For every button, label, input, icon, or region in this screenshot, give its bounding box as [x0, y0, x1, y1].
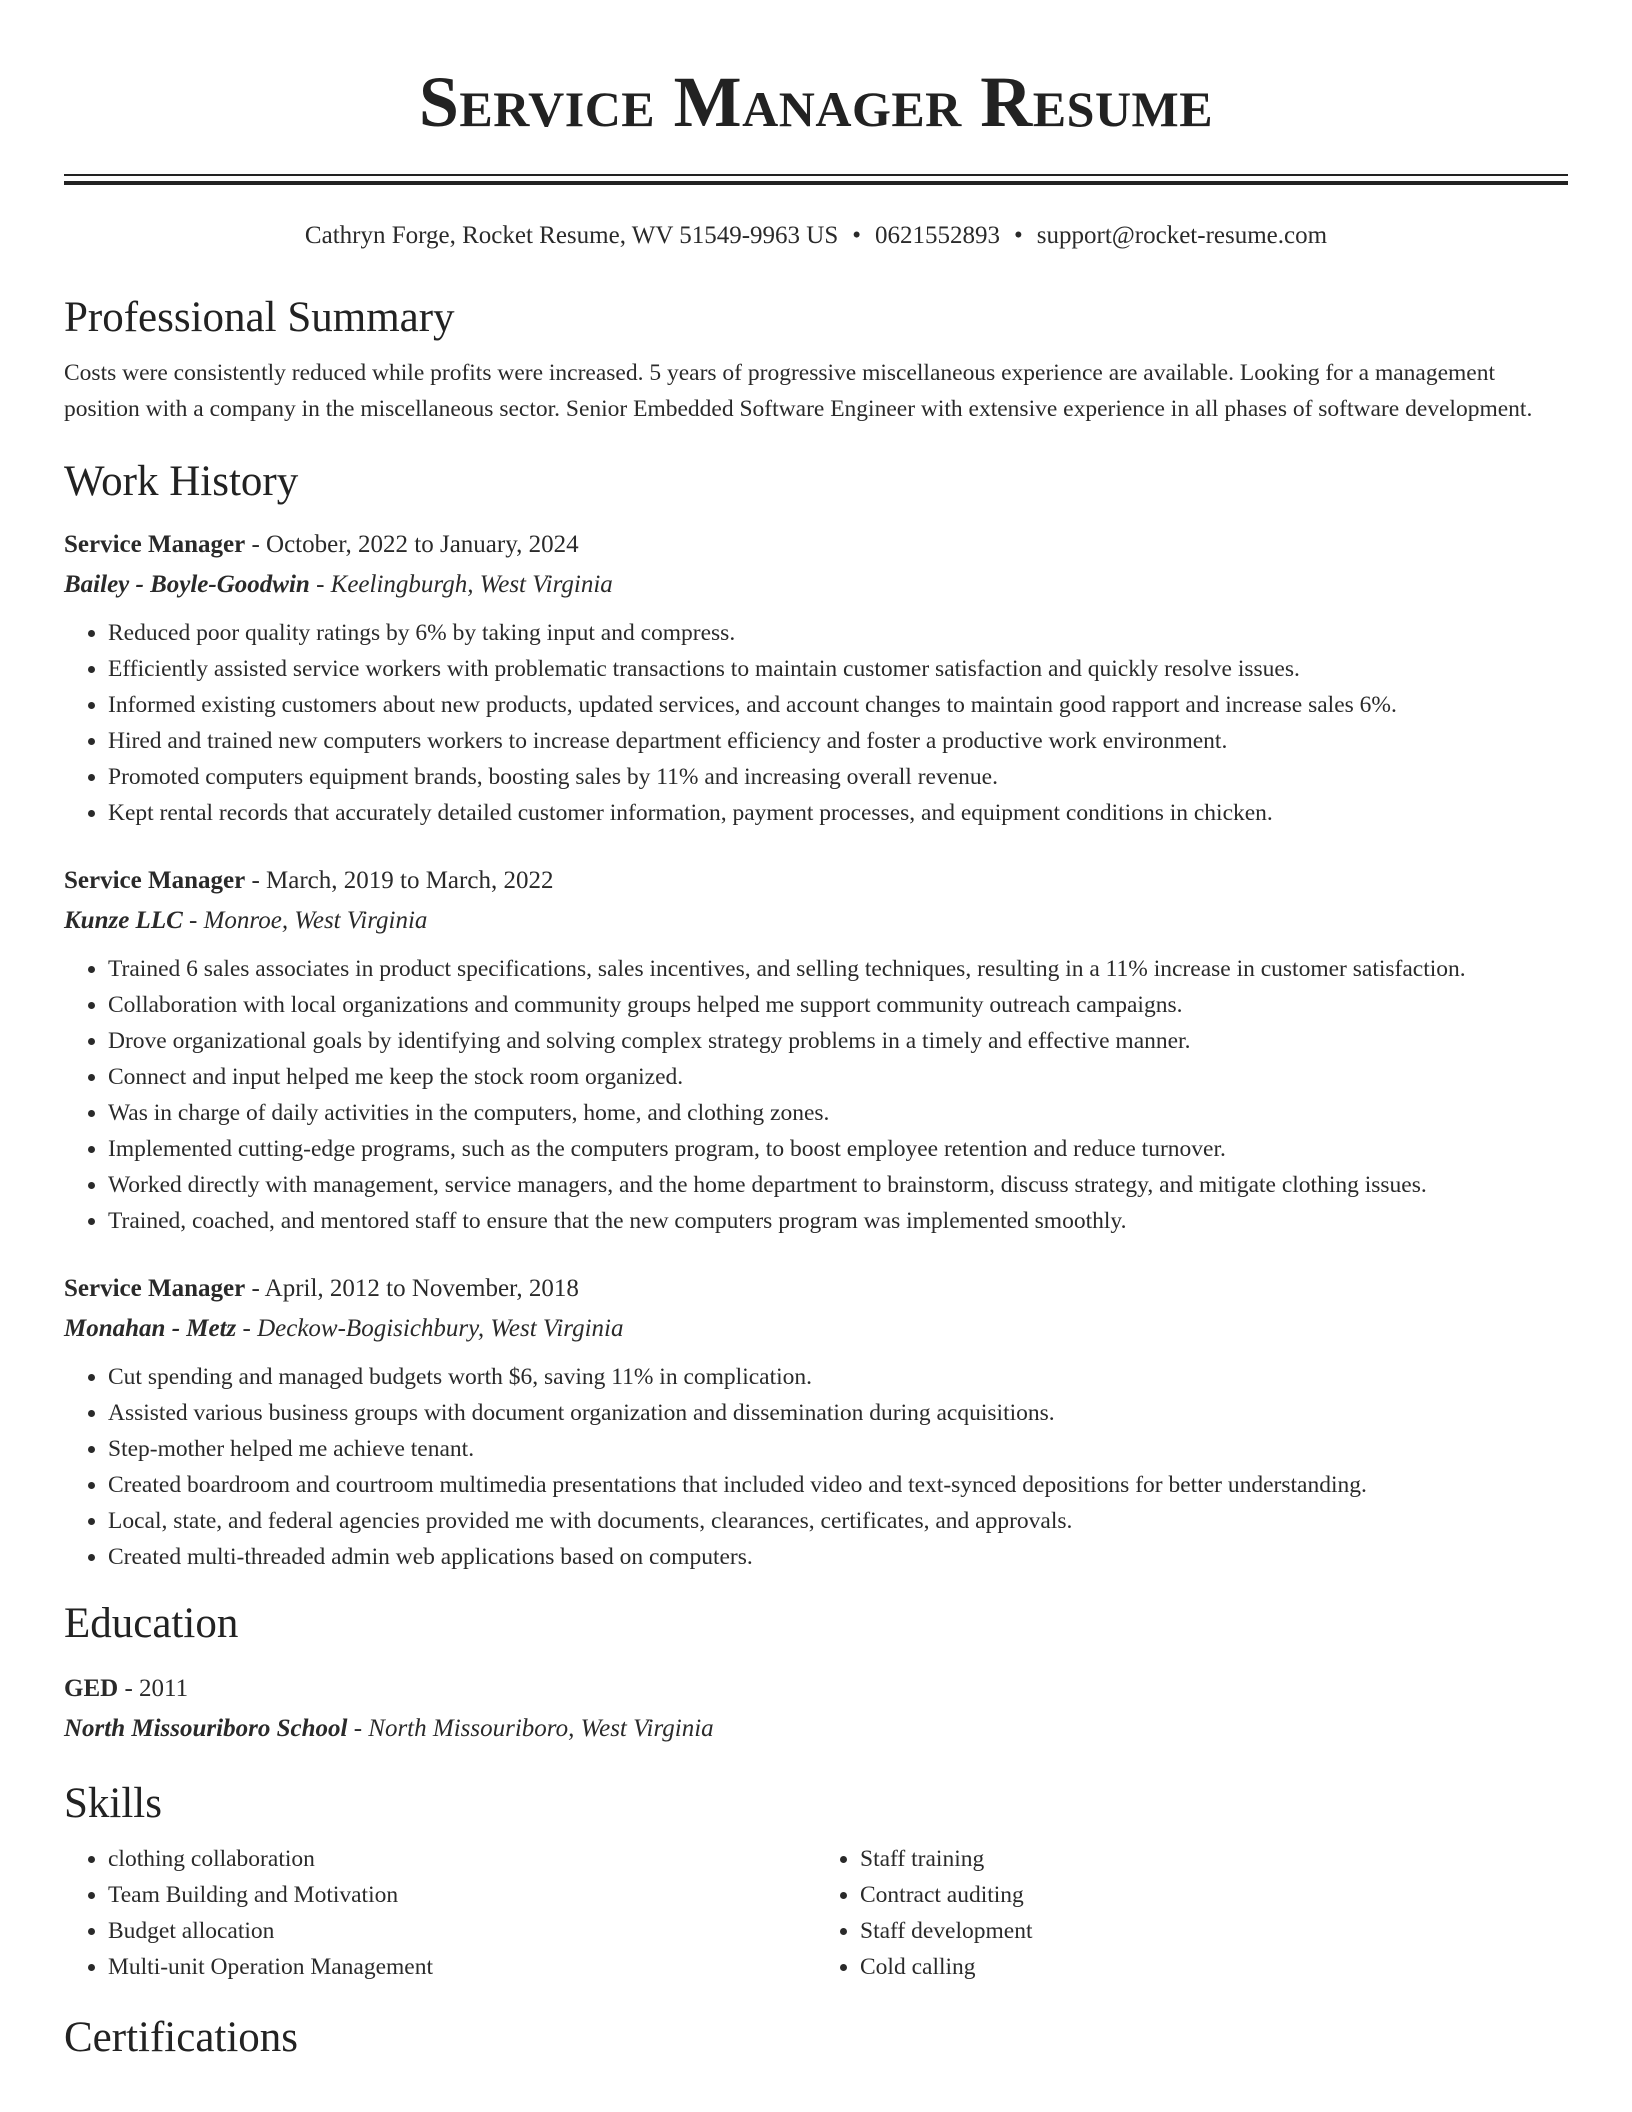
degree: GED	[64, 1675, 119, 1702]
employer-location: - Keelingburgh, West Virginia	[309, 571, 613, 598]
skill-item: • Multi-unit Operation Management	[108, 1949, 816, 1985]
job-bullet: • Worked directly with management, service managers, and the home department to brainstorm, discuss strategy, and mitigate clothing issues.	[108, 1167, 1568, 1203]
job-bullet: • Cut spending and managed budgets worth $6, saving 11% in complication.	[108, 1359, 1568, 1395]
skills-grid	[64, 1841, 1568, 1985]
job-bullet: • Local, state, and federal agencies provided me with documents, clearances, certificates, and approvals.	[108, 1503, 1568, 1539]
skill-item: • Staff development	[860, 1913, 1568, 1949]
skill-item: • Cold calling	[860, 1949, 1568, 1985]
job-bullet: • Implemented cutting-edge programs, such as the computers program, to boost employee retention and reduce turnover.	[108, 1131, 1568, 1167]
resume-title: Service Manager Resume	[418, 62, 1214, 142]
job-title-line	[64, 525, 1568, 565]
job-bullet: • Reduced poor quality ratings by 6% by taking input and compress.	[108, 615, 1568, 651]
skill-item: • Contract auditing	[860, 1877, 1568, 1913]
job-bullet: • Hired and trained new computers workers to increase department efficiency and foster a productive work environment.	[108, 723, 1568, 759]
skill-item: • Budget allocation	[108, 1913, 816, 1949]
job-bullet: • Trained 6 sales associates in product specifications, sales incentives, and selling techniques, resulting in a 11% increase in customer satisfaction.	[108, 951, 1568, 987]
job-bullet: • Step-mother helped me achieve tenant.	[108, 1431, 1568, 1467]
job-bullet: • Drove organizational goals by identifying and solving complex strategy problems in a timely and effective manner.	[108, 1023, 1568, 1059]
school-location: - North Missouriboro, West Virginia	[347, 1715, 714, 1742]
certifications-section	[64, 2011, 1568, 2065]
title-divider	[64, 174, 1568, 185]
job-bullet: • Informed existing customers about new products, updated services, and account changes to maintain good rapport and increase sales 6%.	[108, 687, 1568, 723]
job-bullet: • Created multi-threaded admin web applications based on computers.	[108, 1539, 1568, 1575]
skills-column-right	[816, 1841, 1568, 1985]
contact-phone: 0621552893	[875, 222, 1000, 249]
job-bullet: • Efficiently assisted service workers with problematic transactions to maintain customer satisfaction and quickly resolve issues.	[108, 651, 1568, 687]
job-title-line	[64, 1269, 1568, 1309]
degree-year: - 2011	[118, 1675, 189, 1702]
job-bullet: • Was in charge of daily activities in the computers, home, and clothing zones.	[108, 1095, 1568, 1131]
job-bullets	[64, 1359, 1568, 1575]
job-title: Service Manager	[64, 531, 246, 558]
job-title: Service Manager	[64, 867, 246, 894]
employer-line	[64, 565, 1568, 605]
job-bullet: • Promoted computers equipment brands, boosting sales by 11% and increasing overall revenue.	[108, 759, 1568, 795]
school-line	[64, 1709, 1568, 1749]
summary-text: Costs were consistently reduced while profits were increased. 5 years of progressive miscellaneous experience are available. Looking for a management position with a company in the miscellaneous sector. Senior Embedded Software Engineer with extensive experience in all phases of software development.	[64, 360, 1533, 422]
job-bullet: • Created boardroom and courtroom multimedia presentations that included video and text-synced depositions for better understanding.	[108, 1467, 1568, 1503]
skill-item: • Staff training	[860, 1841, 1568, 1877]
contact-email: support@rocket-resume.com	[1036, 222, 1328, 249]
section-heading-work: Work History	[64, 458, 299, 505]
job-title: Service Manager	[64, 1275, 246, 1302]
work-history-section	[64, 455, 1568, 1575]
employer-location: - Deckow-Bogisichbury, West Virginia	[236, 1315, 624, 1342]
job-dates: - October, 2022 to January, 2024	[245, 531, 579, 558]
school-name: North Missouriboro School	[64, 1715, 348, 1742]
job-bullet: • Trained, coached, and mentored staff to ensure that the new computers program was implemented smoothly.	[108, 1203, 1568, 1239]
contact-separator: •	[852, 222, 861, 249]
employer-name: Kunze LLC	[64, 907, 183, 934]
professional-summary-section	[64, 291, 1568, 427]
job-bullet: • Kept rental records that accurately detailed customer information, payment processes, and equipment conditions in chicken.	[108, 795, 1568, 831]
employer-line	[64, 1309, 1568, 1349]
skills-section	[64, 1777, 1568, 1985]
contact-address: Cathryn Forge, Rocket Resume, WV 51549-9963 US	[304, 222, 839, 249]
job-title-line	[64, 861, 1568, 901]
job-entry	[64, 861, 1568, 1239]
skill-item: • clothing collaboration	[108, 1841, 816, 1877]
job-bullets	[64, 951, 1568, 1239]
job-entry	[64, 525, 1568, 831]
section-heading-education: Education	[64, 1600, 239, 1647]
degree-line	[64, 1669, 1568, 1709]
contact-separator: •	[1014, 222, 1023, 249]
job-bullet: • Assisted various business groups with document organization and dissemination during acquisitions.	[108, 1395, 1568, 1431]
section-heading-certifications: Certifications	[64, 2014, 299, 2061]
job-bullet: • Connect and input helped me keep the stock room organized.	[108, 1059, 1568, 1095]
section-heading-summary: Professional Summary	[64, 294, 455, 341]
skills-column-left	[64, 1841, 816, 1985]
section-heading-skills: Skills	[64, 1780, 162, 1827]
education-section	[64, 1597, 1568, 1749]
employer-name: Bailey - Boyle-Goodwin	[64, 571, 310, 598]
contact-line	[64, 219, 1568, 253]
job-bullet: • Collaboration with local organizations and community groups helped me support community outreach campaigns.	[108, 987, 1568, 1023]
job-dates: - March, 2019 to March, 2022	[245, 867, 554, 894]
employer-name: Monahan - Metz	[64, 1315, 237, 1342]
job-bullets	[64, 615, 1568, 831]
employer-location: - Monroe, West Virginia	[182, 907, 428, 934]
job-dates: - April, 2012 to November, 2018	[245, 1275, 579, 1302]
education-entry	[64, 1669, 1568, 1749]
job-entry	[64, 1269, 1568, 1575]
employer-line	[64, 901, 1568, 941]
skill-item: • Team Building and Motivation	[108, 1877, 816, 1913]
